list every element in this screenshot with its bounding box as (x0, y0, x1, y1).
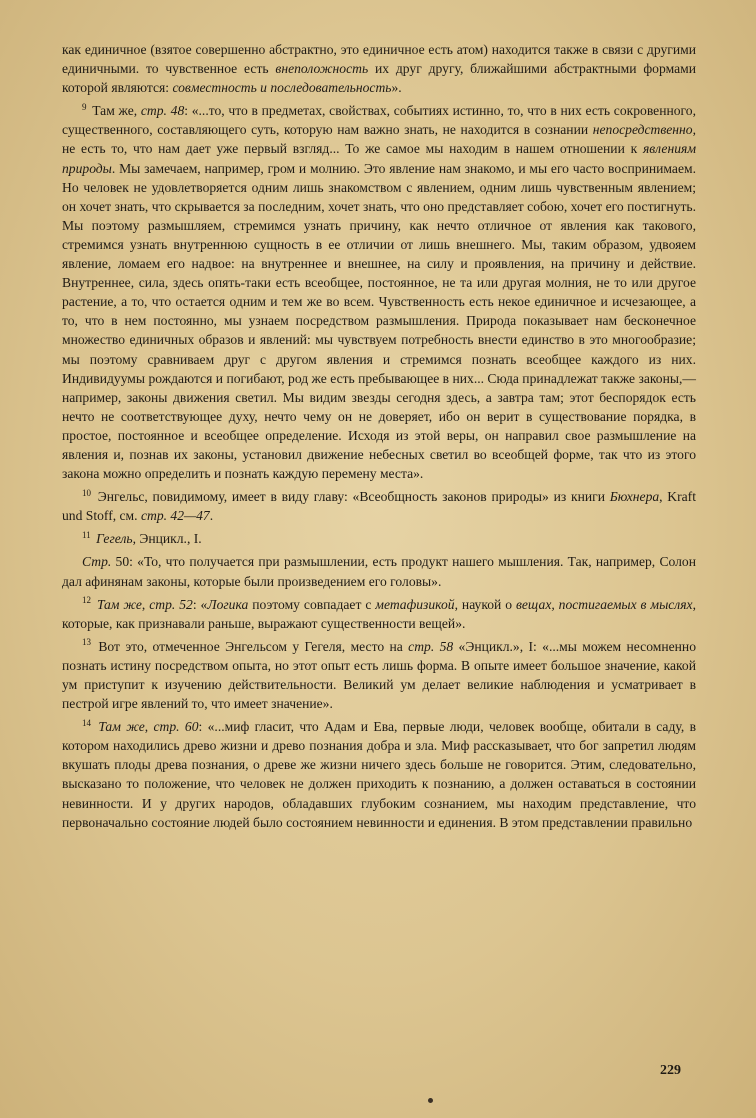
footnote-14: $^{14}$ Там же, стр. 60: «...миф гласит, что Адам и Ева, первые люди, человек вообще, обитали в саду, в котором находились древо жизни и древо познания добра и зла. Миф рассказывает, что бог запретил людям вкушать плоды древа познания, о древе же жизни ничего здесь больше не говорится. Этим, следовательно, высказано то положение, что человек не должен приходить к познанию, а должен оставаться в состоянии невинности. И у других народов, обладавших глубоким сознанием, мы находим представление, что первоначально состояние людей было состоянием невинности и единения. В этом представлении правильно (62, 717, 696, 830)
footnote-number: 12 (82, 595, 91, 606)
footnote-number: 9 (82, 101, 87, 112)
print-speck (428, 1098, 433, 1103)
footnote-9: $^9$ Там же, стр. 48: «...то, что в предметах, свойствах, событиях истинно, то, что в них есть сокровенного, существенного, составляющего суть, которую нам важно знать, не находится в сознании непосредственно, не есть то, что нам дает уже первый взгляд... То же самое мы находим в нашем отношении к явлениям природы. Мы замечаем, например, гром и молнию. Это явление нам знакомо, и мы его часто воспринимаем. Но человек не удовлетворяется одним лишь знакомством с явлением, одним лишь чувственным явлением; он хочет знать, что скрывается за последним, хочет знать, что оно представляет собою, хочет его постигнуть. Мы поэтому размышляем, стремимся узнать причину, как нечто отличное от явления как такового, стремимся узнать внутреннюю сущность в ее отличии от лишь внешнего. Мы, таким образом, удвояем явление, ломаем его надвое: на внутреннее и внешнее, на силу и проявления, на причину и действие. Внутреннее, сила, здесь опять-таки есть всеобщее, постоянное, не та или другая молния, не то или другое растение, а то, что остается одним и тем же во всем. Чувственность есть некое единичное и исчезающее, а то, что в нем постоянно, мы узнаем посредством размышления. Природа показывает нам бесконечное множество единичных образов и явлений: мы чувствуем потребность внести единство в это многообразие; мы поэтому сравниваем друг с другом явления и стремимся познать всеобщее каждого из них. Индивидуумы рождаются и погибают, род же есть пребывающее в них... Сюда принадлежат также законы,— например, законы движения светил. Мы видим звезды сегодня здесь, а завтра там; этот беспорядок есть нечто не соответствующее духу, нечто чему он не доверяет, ибо он верит в существование порядка, в простое, постоянное и всеобщее определение. Исходя из этой веры, он направил свое размышление на явления и, познав их законы, установил движение небесных светил во всеобщей форме, так что из этого закона можно определить и познать каждую перемену места». (62, 101, 697, 482)
footnote-11-quote: Стр. 50: «То, что получается при размышлении, есть продукт нашего мышления. Так, например, Солон дал афинянам законы, которые были произведением его головы». (62, 554, 696, 589)
page-text (62, 40, 696, 832)
footnote-number: 13 (82, 637, 91, 648)
footnote-12: $^{12}$ Там же, стр. 52: «Логика поэтому совпадает с метафизикой, наукой о вещах, постигаемых в мыслях, которые, как признавали раньше, выражают существенности вещей». (62, 595, 696, 631)
footnote-number: 14 (82, 717, 91, 728)
page-number: 229 (660, 1063, 681, 1078)
footnote-11: $^{11}$ Гегель, Энцикл., I. (82, 529, 202, 547)
footnote-13: $^{13}$ Вот это, отмеченное Энгельсом у Гегеля, место на стр. 58 «Энцикл.», I: «...мы можем несомненно познать истину посредством опыта, но этот опыт есть лишь форма. В опыте имеет большое значение, какой ум приступит к изучению действительности. Великий ум делает великие наблюдения и усматривает в пестрой игре явлений то, что имеет значение». (62, 637, 696, 712)
footnote-number: 11 (82, 529, 91, 540)
footnote-10: $^{10}$ Энгельс, повидимому, имеет в виду главу: «Всеобщность законов природы» из книги Бюхнера, Kraft und Stoff, см. стр. 42—47. (62, 487, 696, 524)
paragraph-continuation: как единичное (взятое совершенно абстрактно, это единичное есть атом) находится также в связи с другими единичными. то чувственное есть внеположность их друг другу, ближайшими абстрактными формами которой являются: совместность и последовательность». (62, 42, 696, 96)
footnote-number: 10 (82, 487, 91, 498)
